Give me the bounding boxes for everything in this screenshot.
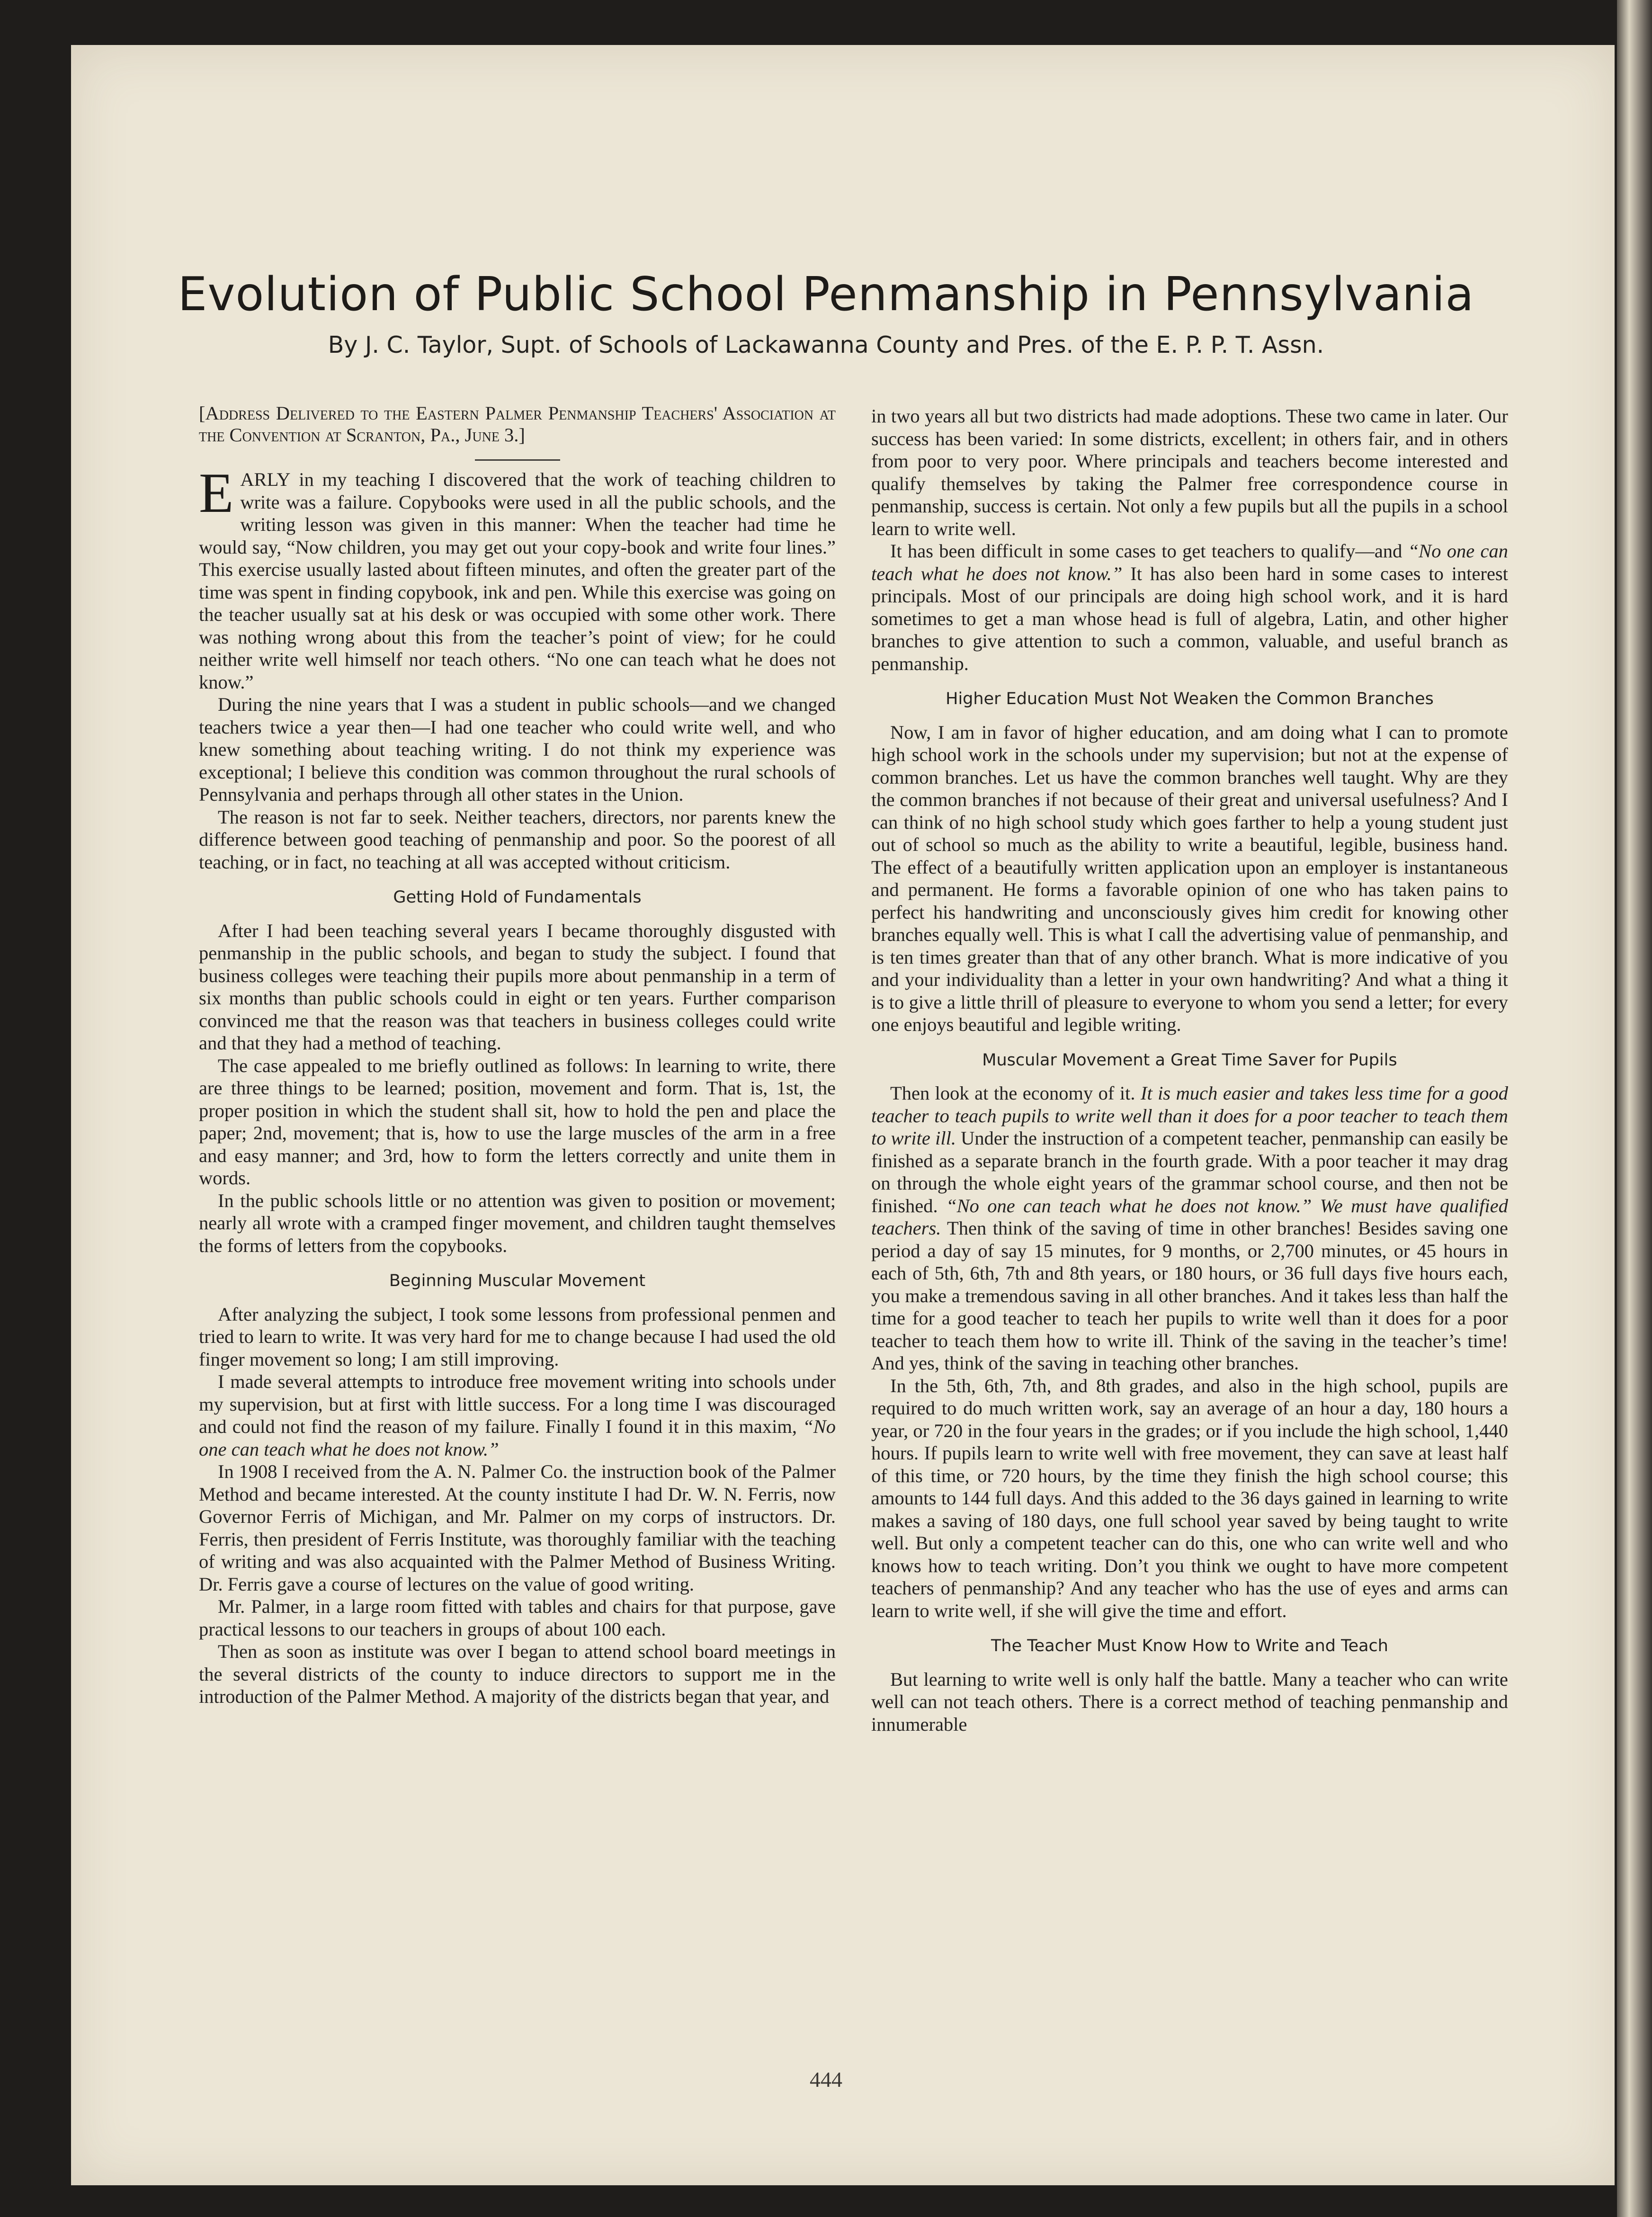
paragraph-text: Under the instruction of a competent teacher, penmanship can easily be finished as a separate branch in the fourth grade. With a poor teacher it may drag on through the whole eight years of the grammar school course, and then not be finished.	[871, 1127, 1508, 1216]
paragraph: In the public schools little or no attention was given to position or movement; nearly all wrote with a cramped finger movement, and children taught themselves the forms of letters from the copybooks.	[199, 1189, 836, 1256]
section-heading: Getting Hold of Fundamentals	[393, 888, 642, 907]
paragraph-text: It has also been hard in some cases to interest principals. Most of our principals are doing high school work, and it is hard sometimes to get a man whose head is full of algebra, Latin, and other higher branches to give attention to such a common, valuable, and useful branch as penmanship.	[871, 563, 1508, 674]
paragraph-text: It has been difficult in some cases to get teachers to qualify—and	[890, 540, 1408, 562]
paragraph	[199, 1370, 836, 1460]
paragraph: During the nine years that I was a student in public schools—and we changed teachers twice a year then—I had one teacher who could write well, and who knew something about teaching writing. I do not think my experience was exceptional; I believe this condition was common throughout the rural schools of Pennsylvania and perhaps through all other states in the Union.	[199, 694, 836, 805]
emphasis-text: “No one can teach what he does not know.” We must have qualified teachers.	[871, 1195, 1508, 1239]
paragraph: The reason is not far to seek. Neither teachers, directors, nor parents knew the difference between good teaching of penmanship and poor. So the poorest of all teaching, or in fact, no teaching at all was accepted without criticism.	[199, 806, 836, 873]
section-heading: Higher Education Must Not Weaken the Common Branches	[946, 689, 1434, 708]
divider-rule	[475, 459, 560, 461]
emphasis-text: It is much easier and takes less time for a good teacher to teach pupils to write well than it does for a poor teacher to teach them to write ill.	[871, 1082, 1508, 1149]
article-byline: By J. C. Taylor, Supt. of Schools of Lackawanna County and Pres. of the E. P. P. T. Assn.	[328, 331, 1324, 358]
paragraph: In 1908 I received from the A. N. Palmer Co. the instruction book of the Palmer Method and became interested. At the county institute I had Dr. W. N. Ferris, now Governor Ferris of Michigan, and Mr. Palmer on my corps of instructors. Dr. Ferris, then president of Ferris Institute, was thoroughly familiar with the teaching of writing and was also acquainted with the Palmer Method of Business Writing. Dr. Ferris gave a course of lectures on the value of good writing.	[199, 1461, 836, 1595]
maxim-quote: “No one can teach what he does not know.”	[199, 1416, 836, 1460]
paragraph: in two years all but two districts had made adoptions. These two came in later. Our success has been varied: In some districts, excellent; in others fair, and in others from poor to very poor. Where principals and teachers become interested and qualify themselves by taking the Palmer free correspondence course in penmanship, success is certain. Not only a few pupils but all the pupils in a school learn to write well.	[871, 405, 1508, 539]
intro-note: [Address Delivered to the Eastern Palmer Penmanship Teachers' Association at the Convention at Scranton, Pa., June 3.]	[199, 402, 836, 446]
paragraph-text: I made several attempts to introduce free movement writing into schools under my supervision, but at first with little success. For a long time I was discouraged and could not find the reason of my failure. Finally I found it in this maxim,	[199, 1371, 836, 1437]
paragraph: But learning to write well is only half the battle. Many a teacher who can write well can not teach others. There is a correct method of teaching penmanship and innumerable	[871, 1668, 1508, 1735]
paragraph	[871, 540, 1508, 675]
opening-text: in my teaching I discovered that the work of teaching children to write was a failure. Copybooks were used in all the public schools, and the writing lesson was given in this manner: When the teacher had time he would say, “Now children, you may get out your copy-book and write four lines.” This exercise usually lasted about fifteen minutes, and often the greater part of the time was spent in finding copybook, ink and pen. While this exercise was going on the teacher usually sat at his desk or was occupied with some other work. There was nothing wrong about this from the teacher’s point of view; for he could neither write well himself nor teach others. “No one can teach what he does not know.”	[199, 469, 836, 693]
right-column	[871, 405, 1508, 1735]
section-heading: The Teacher Must Know How to Write and Teach	[991, 1636, 1388, 1655]
paragraph-text: Then think of the saving of time in other branches! Besides saving one period a day of say 15 minutes, for 9 months, or 2,700 minutes, or 45 hours in each of 5th, 6th, 7th and 8th years, or 180 hours, or 36 full days five hours each, you make a tremendous saving in all other branches. And it takes less than half the time for a good teacher to teach her pupils to write well than it does for a poor teacher to teach them how to write ill. Think of the saving in the teacher’s time! And yes, think of the saving in teaching other branches.	[871, 1217, 1508, 1374]
section-heading: Beginning Muscular Movement	[389, 1271, 646, 1290]
opening-caps: ARLY	[240, 469, 291, 490]
article-title: Evolution of Public School Penmanship in Pennsylvania	[178, 268, 1474, 322]
paragraph: The case appealed to me briefly outlined as follows: In learning to write, there are three things to be learned; position, movement and form. That is, 1st, the proper position in which the student shall sit, how to hold the pen and place the paper; 2nd, movement; that is, how to use the large muscles of the arm in a free and easy manner; and 3rd, how to form the letters correctly and unite them in words.	[199, 1055, 836, 1189]
paragraph-text: Then look at the economy of it.	[890, 1082, 1141, 1104]
opening-paragraph	[199, 461, 836, 693]
paragraph: In the 5th, 6th, 7th, and 8th grades, and also in the high school, pupils are required to do much written work, say an average of an hour a day, 180 hours a year, or 720 in the four years in the grades; or if you include the high school, 1,440 hours. If pupils learn to write well with free movement, they can save at least half of this time, or 720 hours, by the time they finish the high school course; this amounts to 144 full days. And this added to the 36 days gained in learning to write makes a saving of 180 days, one full school year saved by being taught to write well. But only a competent teacher can do this, one who can write well and who knows how to teach writing. Don’t you think we ought to have more competent teachers of penmanship? And any teacher who has the use of eyes and arms can learn to write well, if she will give the time and effort.	[871, 1375, 1508, 1621]
paragraph: Mr. Palmer, in a large room fitted with tables and chairs for that purpose, gave practical lessons to our teachers in groups of about 100 each.	[199, 1596, 836, 1640]
page-number: 444	[810, 2067, 842, 2092]
section-heading: Muscular Movement a Great Time Saver for Pupils	[982, 1050, 1397, 1070]
left-column	[199, 402, 836, 1708]
paragraph: After I had been teaching several years I became thoroughly disgusted with penmanship in the public schools, and began to study the subject. I found that business colleges were teaching their pupils more about penmanship in a term of six months than public schools could in eight or ten years. Further comparison convinced me that the reason was that teachers in business colleges could write and that they had a method of teaching.	[199, 920, 836, 1054]
drop-cap: E	[199, 461, 234, 524]
paragraph: After analyzing the subject, I took some lessons from professional penmen and tried to learn to write. It was very hard for me to change because I had used the old finger movement so long; I am still improving.	[199, 1303, 836, 1370]
paragraph	[871, 1082, 1508, 1375]
paragraph: Now, I am in favor of higher education, and am doing what I can to promote high school work in the schools under my supervision; but not at the expense of common branches. Let us have the common branches well taught. Why are they the common branches if not because of their great and universal usefulness? And I can think of no high school study which goes farther to help a young student just out of school so much as the ability to write a beautiful, legible, business hand. The effect of a beautifully written application upon an employer is instantaneous and permanent. He forms a favorable opinion of one who has taken pains to perfect his handwriting and unconsciously gives him credit for knowing other branches equally well. This is what I call the advertising value of penmanship, and is ten times greater than that of any other branch. What is more indicative of you and your individuality than a letter in your own handwriting? And what a thing it is to give a little thrill of pleasure to everyone to whom you send a letter; for every one enjoys beautiful and legible writing.	[871, 721, 1508, 1035]
maxim-quote: “No one can teach what he does not know.”	[871, 540, 1508, 584]
paragraph: Then as soon as institute was over I began to attend school board meetings in the several districts of the county to induce directors to support me in the introduction of the Palmer Method. A majority of the districts began that year, and	[199, 1641, 836, 1707]
